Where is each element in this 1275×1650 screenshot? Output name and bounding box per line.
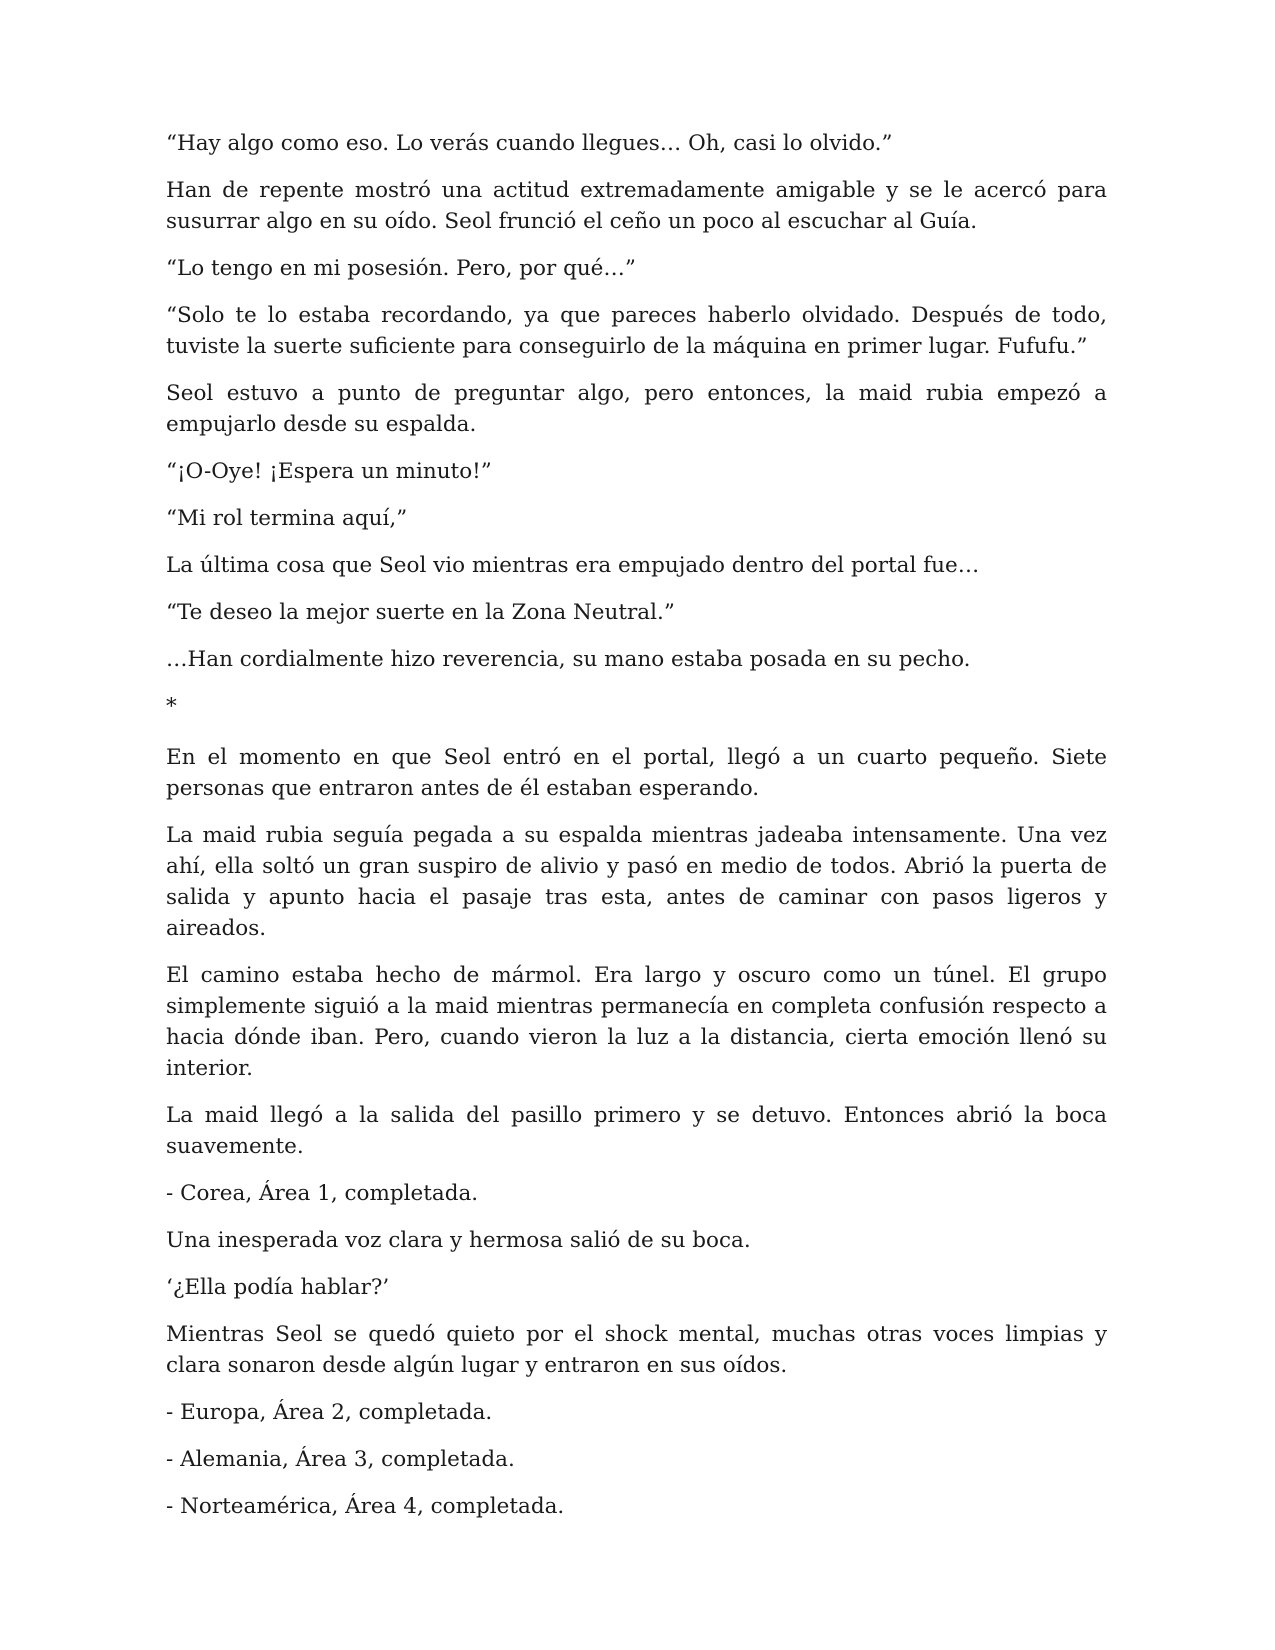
paragraph: “¡O-Oye! ¡Espera un minuto!”	[166, 459, 492, 484]
scene-separator: *	[166, 694, 177, 719]
paragraph: …Han cordialmente hizo reverencia, su mano estaba posada en su pecho.	[166, 647, 971, 672]
paragraph: “Hay algo como eso. Lo verás cuando llegues… Oh, casi lo olvido.”	[166, 131, 893, 156]
paragraph: Seol estuvo a punto de preguntar algo, pero entonces, la maid rubia empezó a empujarlo desde su espalda.	[166, 381, 1107, 437]
paragraph: Han de repente mostró una actitud extremadamente amigable y se le acercó para susurrar algo en su oído. Seol frunció el ceño un poco al escuchar al Guía.	[166, 178, 1107, 234]
paragraph: Una inesperada voz clara y hermosa salió de su boca.	[166, 1228, 751, 1253]
paragraph: - Alemania, Área 3, completada.	[166, 1447, 515, 1472]
paragraph: “Te deseo la mejor suerte en la Zona Neutral.”	[166, 600, 675, 625]
paragraph: En el momento en que Seol entró en el portal, llegó a un cuarto pequeño. Siete personas que entraron antes de él estaban esperando.	[166, 745, 1107, 801]
document-page	[166, 128, 1107, 1538]
paragraph: “Solo te lo estaba recordando, ya que pareces haberlo olvidado. Después de todo, tuviste la suerte suficiente para conseguirlo de la máquina en primer lugar. Fufufu.”	[166, 303, 1107, 359]
paragraph: “Mi rol termina aquí,”	[166, 506, 408, 531]
paragraph: “Lo tengo en mi posesión. Pero, por qué…”	[166, 256, 636, 281]
paragraph: La maid rubia seguía pegada a su espalda mientras jadeaba intensamente. Una vez ahí, ella soltó un gran suspiro de alivio y pasó en medio de todos. Abrió la puerta de salida y apunto hacia el pasaje tras esta, antes de caminar con pasos ligeros y aireados.	[166, 823, 1107, 941]
paragraph: Mientras Seol se quedó quieto por el shock mental, muchas otras voces limpias y clara sonaron desde algún lugar y entraron en sus oídos.	[166, 1322, 1107, 1378]
paragraph: - Europa, Área 2, completada.	[166, 1400, 493, 1425]
paragraph: La maid llegó a la salida del pasillo primero y se detuvo. Entonces abrió la boca suavemente.	[166, 1103, 1107, 1159]
paragraph: - Corea, Área 1, completada.	[166, 1181, 479, 1206]
paragraph: La última cosa que Seol vio mientras era empujado dentro del portal fue…	[166, 553, 980, 578]
paragraph: ‘¿Ella podía hablar?’	[166, 1275, 390, 1300]
paragraph: - Norteamérica, Área 4, completada.	[166, 1494, 565, 1519]
paragraph: El camino estaba hecho de mármol. Era largo y oscuro como un túnel. El grupo simplemente siguió a la maid mientras permanecía en completa confusión respecto a hacia dónde iban. Pero, cuando vieron la luz a la distancia, cierta emoción llenó su interior.	[166, 963, 1107, 1081]
